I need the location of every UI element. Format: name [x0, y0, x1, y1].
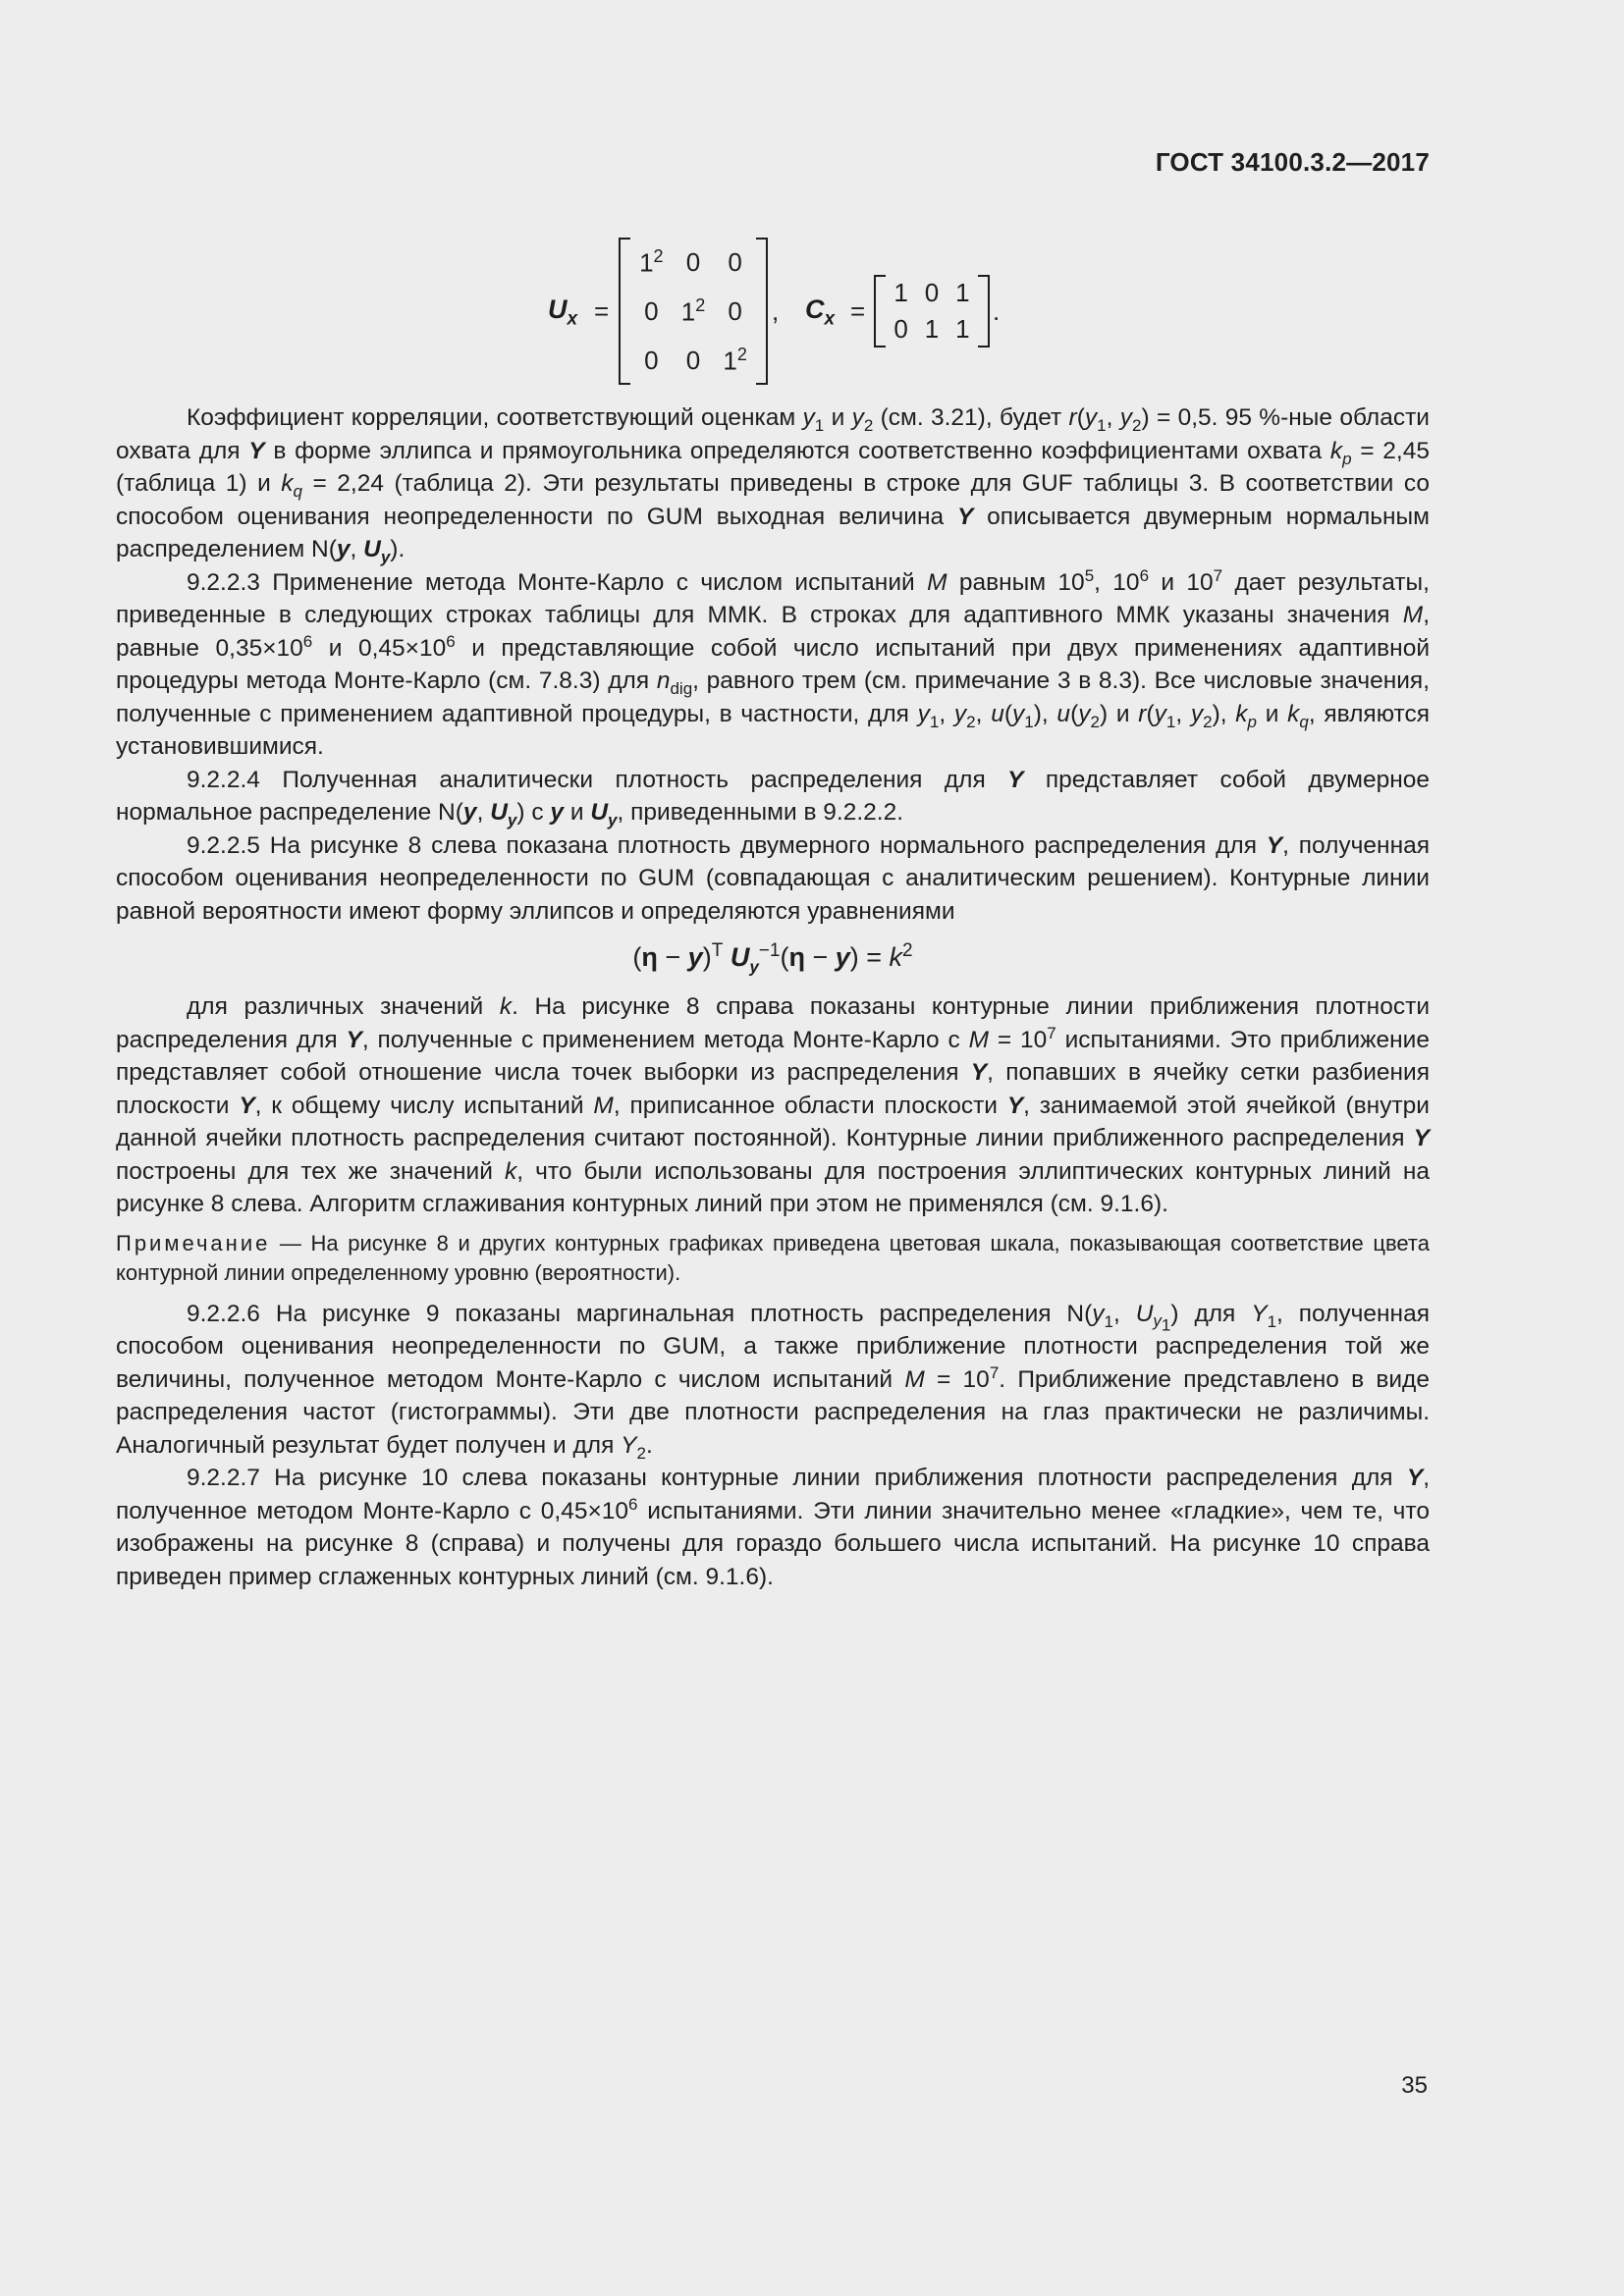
paragraph-contours: для различных значений k. На рисунке 8 справа показаны контурные линии приближения плотности распределения для Y, полученные с применением метода Монте-Карло с $M = 10^7$ испытаниями. Это приближение представляет собой отношение числа точек выборки из распределения Y, попавших в ячейку сетки разбиения плоскости Y, к общему числу испытаний M, приписанное области плоскости Y, занимаемой этой ячейкой (внутри данной ячейки плотность распределения считают постоянной). Контурные линии приближенного распределения Y построены для тех же значений k, что были использованы для построения эллиптических контурных линий на рисунке 8 слева. Алгоритм сглаживания контурных линий при этом не применялся (см. 9.1.6). — [116, 993, 1430, 1217]
note-label: Примечание — [116, 1230, 271, 1255]
paragraph-9-2-2-3: 9.2.2.3 Применение метода Монте-Карло с числом испытаний M равным $10^5$, $10^6$ и $10^7$ дает результаты, приведенные в следующих строках таблицы для ММК. В строках для адаптивного ММК указаны значения M, равные $0,35\times 10^6$ и $0,45\times 10^6$ и представляющие собой число испытаний при двух применениях адаптивной процедуры метода Монте-Карло (см. 7.8.3) для $n_{dig}$, равного трем (см. примечание 3 в 8.3). Все числовые значения, полученные с применением адаптивной процедуры, в частности, для $y_1$, $y_2$, $u(y_1)$, $u(y_2)$ и $r(y_1$, $y_2$), $k_p$ и $k_q$, являются установившимися. — [116, 565, 1431, 760]
equals-sign-2: = — [850, 296, 866, 326]
cx-matrix: 1 0 1 0 1 1 — [874, 275, 990, 347]
ux-label: $U_x$ — [548, 294, 578, 330]
ux-matrix: $1^2$ 0 0 0 $1^2$ 0 0 0 $1^2$ — [619, 238, 768, 385]
paragraph-9-2-2-4: 9.2.2.4 Полученная аналитически плотность распределения для Y представляет собой двумерное нормальное распределение N(y, $U_y$) с y и $U_y$, приведенными в 9.2.2.2. — [116, 766, 1431, 829]
page-number: 35 — [1401, 2072, 1428, 2099]
contour-equation: $(\eta - y)^T$ $U_y^{-1}(\eta - y) = k^2$ — [632, 940, 913, 977]
comma: , — [772, 296, 780, 326]
document-header: ГОСТ 34100.3.2—2017 — [1155, 147, 1430, 177]
equals-sign: = — [594, 296, 610, 326]
note: Примечание — На рисунке 8 и других контурных графиках приведена цветовая шкала, показывающая соответствие цвета контурной линии определенному уровню (вероятности). — [116, 1230, 1430, 1285]
matrix-equation — [0, 234, 1624, 391]
cx-label: $C_x$ — [805, 294, 836, 330]
paragraph-correlation: Коэффициент корреляции, соответствующий оценкам $y_1$ и $y_2$ (см. 3.21), будет $r(y_1$, $y_2) = 0,5$. 95 %-ные области охвата для Y в форме эллипса и прямоугольника определяются соответственно коэффициентами охвата $k_p = 2,45$ (таблица 1) и $k_q = 2,24$ (таблица 2). Эти результаты приведены в строке для GUF таблицы 3. В соответствии со способом оценивания неопределенности по GUM выходная величина Y описывается двумерным нормальным распределением N(y, $U_y$). — [116, 404, 1431, 566]
document-body — [116, 401, 1430, 1593]
paragraph-9-2-2-6: 9.2.2.6 На рисунке 9 показаны маргинальная плотность распределения $N(y_1$, $U_{y_1}$) для $Y_1$, полученная способом оценивания неопределенности по GUM, а также приближение плотности распределения той же величины, полученное методом Монте-Карло с числом испытаний $M = 10^7$. Приближение представлено в виде распределения частот (гистограммы). Эти две плотности распределения на глаз практически не различимы. Аналогичный результат будет получен и для $Y_2$. — [116, 1300, 1430, 1463]
paragraph-9-2-2-7: 9.2.2.7 На рисунке 10 слева показаны контурные линии приближения плотности распределения для Y, полученное методом Монте-Карло с $0,45\times 10^6$ испытаниями. Эти линии значительно менее «гладкие», чем те, что изображены на рисунке 8 (справа) и получены для гораздо большего числа испытаний. На рисунке 10 справа приведен пример сглаженных контурных линий (см. 9.1.6). — [116, 1465, 1430, 1590]
paragraph-9-2-2-5: 9.2.2.5 На рисунке 8 слева показана плотность двумерного нормального распределения для Y, полученная способом оценивания неопределенности по GUM (совпадающая с аналитическим решением). Контурные линии равной вероятности имеют форму эллипсов и определяются уравнениями — [116, 831, 1430, 925]
period: . — [993, 296, 1001, 326]
